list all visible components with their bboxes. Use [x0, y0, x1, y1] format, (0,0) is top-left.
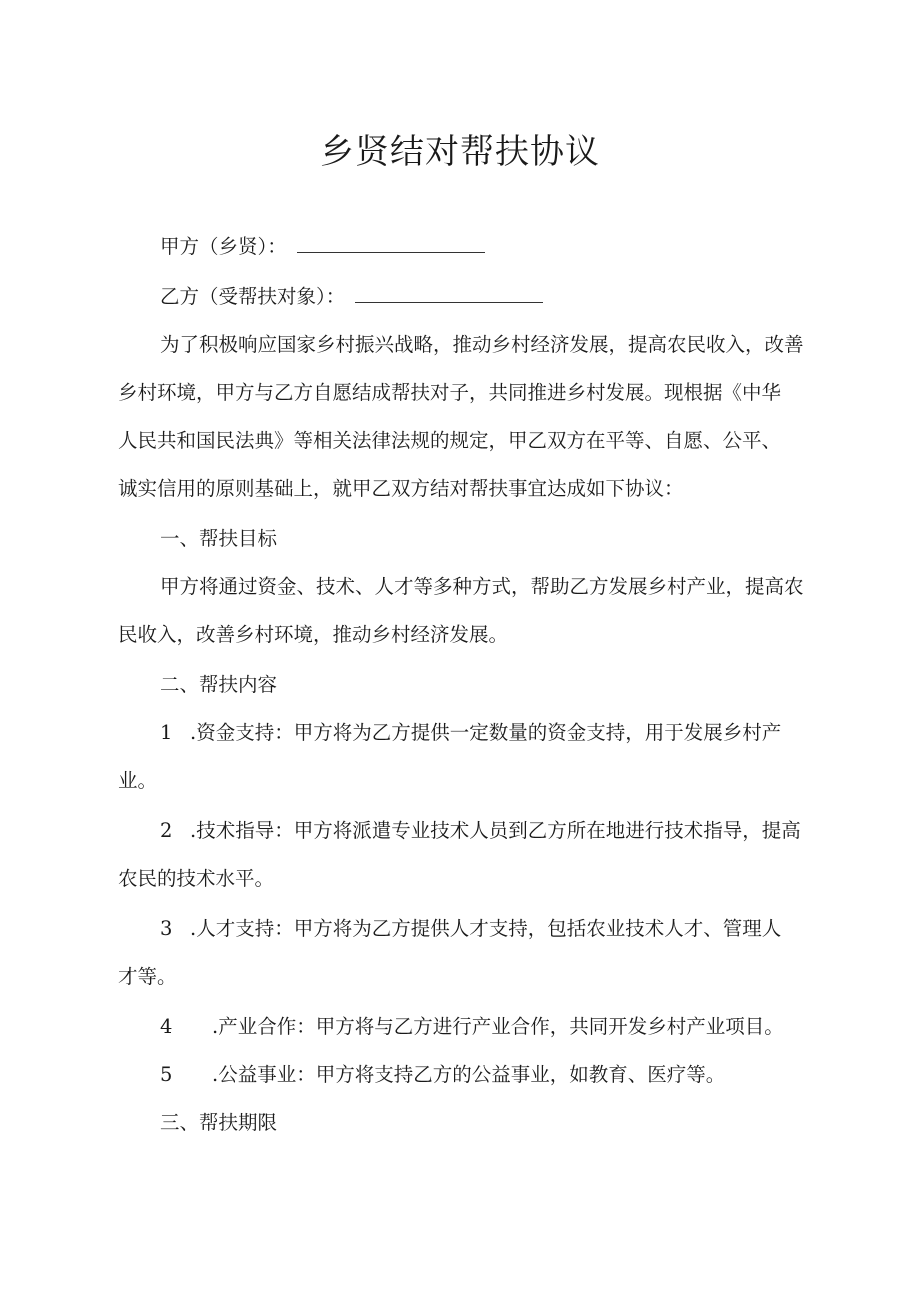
- list-item-4: [160, 1012, 784, 1042]
- document-title: 乡贤结对帮扶协议: [320, 132, 600, 172]
- list-item-number: 4: [160, 1015, 173, 1038]
- party-a-label: 甲方（乡贤）：: [160, 235, 287, 258]
- preamble-line-4: 诚实信用的原则基础上，就甲乙双方结对帮扶事宜达成如下协议：: [118, 477, 684, 500]
- list-item-text: .人才支持：甲方将为乙方提供人才支持，包括农业技术人才、管理人: [190, 917, 782, 940]
- list-item-text: .技术指导：甲方将派遣专业技术人员到乙方所在地进行技术指导，提高: [190, 819, 801, 842]
- list-item-1-continuation: 业。: [118, 769, 158, 792]
- party-b-blank[interactable]: [355, 284, 543, 303]
- party-a-blank[interactable]: [297, 234, 485, 253]
- preamble-line-2: 乡村环境，甲方与乙方自愿结成帮扶对子，共同推进乡村发展。现根据《中华: [118, 381, 782, 404]
- section-1-line-1: 甲方将通过资金、技术、人才等多种方式，帮助乙方发展乡村产业，提高农: [160, 575, 804, 598]
- party-b-label: 乙方（受帮扶对象）：: [160, 285, 346, 308]
- list-item-number: 2: [160, 819, 173, 842]
- list-item-number: 5: [160, 1063, 173, 1086]
- list-item-number: 1: [160, 721, 173, 744]
- preamble-line-1: 为了积极响应国家乡村振兴战略，推动乡村经济发展，提高农民收入，改善: [160, 333, 804, 356]
- list-item-2-continuation: 农民的技术水平。: [118, 867, 275, 890]
- list-item-1: [160, 718, 781, 748]
- section-1-line-2: 民收入，改善乡村环境，推动乡村经济发展。: [118, 623, 509, 646]
- section-2-heading: 二、帮扶内容: [160, 673, 278, 696]
- list-item-number: 3: [160, 917, 173, 940]
- list-item-text: .产业合作：甲方将与乙方进行产业合作，共同开发乡村产业项目。: [212, 1015, 784, 1038]
- section-1-heading: 一、帮扶目标: [160, 527, 278, 550]
- preamble-line-3: 人民共和国民法典》等相关法律法规的规定，甲乙双方在平等、自愿、公平、: [118, 429, 782, 452]
- list-item-2: [160, 816, 801, 846]
- list-item-text: .资金支持：甲方将为乙方提供一定数量的资金支持，用于发展乡村产: [190, 721, 782, 744]
- party-a-line: [160, 232, 485, 262]
- section-3-heading: 三、帮扶期限: [160, 1111, 278, 1134]
- list-item-5: [160, 1060, 725, 1090]
- list-item-text: .公益事业：甲方将支持乙方的公益事业，如教育、医疗等。: [212, 1063, 726, 1086]
- list-item-3-continuation: 才等。: [118, 965, 177, 988]
- party-b-line: [160, 282, 543, 312]
- list-item-3: [160, 914, 781, 944]
